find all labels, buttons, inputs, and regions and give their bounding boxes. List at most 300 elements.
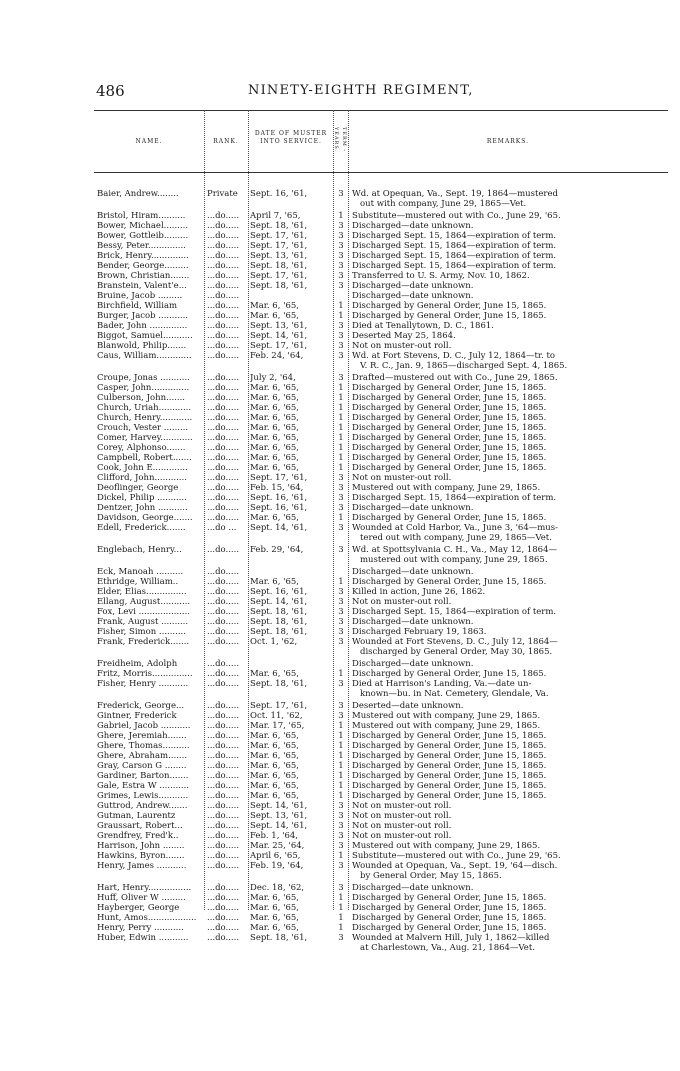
table-row — [94, 903, 668, 913]
muster-date: Mar. 6, '65, — [250, 453, 299, 463]
soldier-rank: ...do..... — [207, 841, 240, 851]
muster-date: Sept. 18, '61, — [250, 627, 308, 637]
term-years: 3 — [338, 637, 344, 647]
remarks-text: Discharged by General Order, June 15, 1865. — [352, 403, 547, 413]
soldier-rank: ...do..... — [207, 659, 240, 669]
muster-date: Mar. 6, '65, — [250, 403, 299, 413]
soldier-rank: ...do..... — [207, 627, 240, 637]
remarks-text: Discharged by General Order, June 15, 1865. — [352, 413, 547, 423]
soldier-name: Crouch, Vester ......... — [97, 423, 189, 433]
term-years: 3 — [338, 221, 344, 231]
soldier-name: Freidheim, Adolph — [97, 659, 178, 669]
soldier-name: Harrison, John ........ — [97, 841, 185, 851]
term-years: 1 — [338, 433, 344, 443]
soldier-name: Comer, Harvey............ — [97, 433, 193, 443]
muster-date: Sept. 13, '61, — [250, 251, 308, 261]
table-row — [94, 413, 668, 423]
muster-date: Mar. 6, '65, — [250, 463, 299, 473]
table-row — [94, 231, 668, 241]
soldier-name: Ghere, Jeremiah....... — [97, 731, 187, 741]
table-row — [94, 933, 668, 943]
table-row — [94, 271, 668, 281]
soldier-name: Fox, Levi ................... — [97, 607, 190, 617]
soldier-name: Fritz, Morris............... — [97, 669, 193, 679]
soldier-name: Gardiner, Barton....... — [97, 771, 189, 781]
remarks-text: Discharged—date unknown. — [352, 567, 474, 577]
remarks-text: Discharged by General Order, June 15, 1865. — [352, 383, 547, 393]
remarks-text: Discharged February 19, 1863. — [352, 627, 487, 637]
remarks-text: Wounded at Malvern Hill, July 1, 1862—killed — [352, 933, 550, 943]
soldier-name: Ghere, Thomas.......... — [97, 741, 190, 751]
table-row — [94, 291, 668, 301]
soldier-rank: Private — [207, 189, 238, 199]
term-years: 1 — [338, 721, 344, 731]
term-years: 1 — [338, 741, 344, 751]
table-row — [94, 587, 668, 597]
term-years: 3 — [338, 231, 344, 241]
term-years: 1 — [338, 893, 344, 903]
muster-date: Mar. 6, '65, — [250, 893, 299, 903]
soldier-rank: ...do..... — [207, 321, 240, 331]
soldier-name: Branstein, Valent'e... — [97, 281, 187, 291]
table-row — [94, 923, 668, 933]
remarks-text: Killed in action, June 26, 1862. — [352, 587, 486, 597]
soldier-rank: ...do..... — [207, 433, 240, 443]
soldier-name: Gray, Carson G ........ — [97, 761, 187, 771]
remarks-text: Discharged—date unknown. — [352, 883, 474, 893]
soldier-rank: ...do..... — [207, 503, 240, 513]
term-years: 3 — [338, 351, 344, 361]
table-row — [94, 189, 668, 199]
term-years: 1 — [338, 413, 344, 423]
soldier-rank: ...do..... — [207, 291, 240, 301]
table-row — [94, 627, 668, 637]
term-years: 1 — [338, 383, 344, 393]
soldier-rank: ...do..... — [207, 413, 240, 423]
term-years: 1 — [338, 443, 344, 453]
remarks-text: Discharged by General Order, June 15, 1865. — [352, 893, 547, 903]
soldier-rank: ...do..... — [207, 933, 240, 943]
table-row — [94, 493, 668, 503]
soldier-name: Eck, Manoah .......... — [97, 567, 184, 577]
soldier-rank: ...do..... — [207, 513, 240, 523]
term-years: 1 — [338, 453, 344, 463]
soldier-rank: ...do..... — [207, 861, 240, 871]
table-row — [94, 383, 668, 393]
muster-date: Mar. 6, '65, — [250, 751, 299, 761]
term-years: 3 — [338, 831, 344, 841]
remarks-text: Discharged Sept. 15, 1864—expiration of term. — [352, 607, 557, 617]
muster-date: Oct. 1, '62, — [250, 637, 298, 647]
soldier-name: Grimes, Lewis........... — [97, 791, 189, 801]
soldier-name: Bristol, Hiram.......... — [97, 211, 186, 221]
soldier-name: Blanwold, Philip....... — [97, 341, 187, 351]
remarks-text: Wounded at Opequan, Va., Sept. 19, '64—disch. — [352, 861, 558, 871]
muster-date: Sept. 14, '61, — [250, 331, 308, 341]
remarks-text: Discharged by General Order, June 15, 1865. — [352, 301, 547, 311]
remarks-text: Discharged by General Order, June 15, 1865. — [352, 791, 547, 801]
column-header-date: DATE OF MUSTER INTO SERVICE. — [254, 130, 328, 145]
remarks-text: Discharged by General Order, June 15, 1865. — [352, 433, 547, 443]
soldier-name: Bender, George......... — [97, 261, 189, 271]
term-years: 1 — [338, 669, 344, 679]
remarks-text: Discharged Sept. 15, 1864—expiration of term. — [352, 261, 557, 271]
term-years: 3 — [338, 373, 344, 383]
soldier-name: Ghere, Abraham....... — [97, 751, 188, 761]
remarks-text: Wounded at Cold Harbor, Va., June 3, '64—mus- — [352, 523, 558, 533]
remarks-text: Discharged by General Order, June 15, 1865. — [352, 393, 547, 403]
muster-date: April 6, '65, — [250, 851, 301, 861]
remarks-text: Discharged by General Order, June 15, 1865. — [352, 903, 547, 913]
table-row — [94, 637, 668, 647]
soldier-rank: ...do..... — [207, 577, 240, 587]
soldier-rank: ...do..... — [207, 493, 240, 503]
remarks-text: Discharged Sept. 15, 1864—expiration of term. — [352, 251, 557, 261]
table-row — [94, 251, 668, 261]
soldier-rank: ...do..... — [207, 383, 240, 393]
soldier-rank: ...do..... — [207, 567, 240, 577]
soldier-rank: ...do..... — [207, 821, 240, 831]
table-row — [94, 607, 668, 617]
soldier-name: Gale, Estra W ........... — [97, 781, 189, 791]
muster-date: Sept. 18, '61, — [250, 221, 308, 231]
soldier-name: Guttrod, Andrew....... — [97, 801, 188, 811]
soldier-rank: ...do..... — [207, 791, 240, 801]
table-row — [94, 211, 668, 221]
remarks-text: Discharged by General Order, June 15, 1865. — [352, 731, 547, 741]
soldier-name: Bader, John .............. — [97, 321, 188, 331]
term-years: 1 — [338, 851, 344, 861]
term-years: 3 — [338, 271, 344, 281]
term-years: 1 — [338, 577, 344, 587]
muster-date: Sept. 17, '61, — [250, 271, 308, 281]
soldier-name: Brown, Christian....... — [97, 271, 190, 281]
muster-date: Mar. 6, '65, — [250, 393, 299, 403]
soldier-name: Deoflinger, George — [97, 483, 179, 493]
soldier-rank: ...do..... — [207, 221, 240, 231]
table-row — [94, 721, 668, 731]
term-years: 1 — [338, 923, 344, 933]
column-header-rank: RANK. — [213, 138, 239, 145]
muster-date: Feb. 24, '64, — [250, 351, 304, 361]
term-years: 3 — [338, 841, 344, 851]
soldier-rank: ...do..... — [207, 731, 240, 741]
muster-date: Mar. 6, '65, — [250, 771, 299, 781]
remarks-text: Discharged by General Order, June 15, 1865. — [352, 577, 547, 587]
remarks-text: Discharged by General Order, June 15, 1865. — [352, 311, 547, 321]
remarks-text: Discharged by General Order, June 15, 1865. — [352, 513, 547, 523]
muster-date: Sept. 18, '61, — [250, 261, 308, 271]
term-years: 1 — [338, 731, 344, 741]
term-years: 3 — [338, 241, 344, 251]
soldier-rank: ...do..... — [207, 231, 240, 241]
soldier-name: Corey, Alphonso....... — [97, 443, 186, 453]
remarks-text: Discharged—date unknown. — [352, 221, 474, 231]
soldier-name: Baier, Andrew........ — [97, 189, 179, 199]
table-row — [94, 791, 668, 801]
table-row — [94, 261, 668, 271]
muster-date: Sept. 14, '61, — [250, 801, 308, 811]
term-years: 1 — [338, 903, 344, 913]
table-row — [94, 567, 668, 577]
soldier-rank: ...do..... — [207, 393, 240, 403]
muster-date: Mar. 6, '65, — [250, 791, 299, 801]
soldier-rank: ...do..... — [207, 669, 240, 679]
remarks-continuation: out with company, June 29, 1865—Vet. — [360, 199, 527, 209]
term-years: 3 — [338, 617, 344, 627]
remarks-continuation: discharged by General Order, May 30, 1865. — [360, 647, 553, 657]
soldier-name: Culberson, John....... — [97, 393, 185, 403]
muster-date: Sept. 14, '61, — [250, 523, 308, 533]
muster-date: Feb. 29, '64, — [250, 545, 304, 555]
muster-date: Sept. 16, '61, — [250, 493, 308, 503]
term-years: 1 — [338, 423, 344, 433]
soldier-rank: ...do..... — [207, 617, 240, 627]
running-head: NINETY-EIGHTH REGIMENT, — [248, 83, 474, 98]
soldier-rank: ...do..... — [207, 331, 240, 341]
table-row — [94, 841, 668, 851]
muster-date: Sept. 16, '61, — [250, 503, 308, 513]
muster-date: Sept. 17, '61, — [250, 241, 308, 251]
term-years: 1 — [338, 761, 344, 771]
remarks-text: Not on muster-out roll. — [352, 831, 452, 841]
soldier-rank: ...do..... — [207, 721, 240, 731]
table-row — [94, 301, 668, 311]
table-row — [94, 433, 668, 443]
remarks-text: Discharged Sept. 15, 1864—expiration of term. — [352, 231, 557, 241]
term-years: 3 — [338, 261, 344, 271]
soldier-rank: ...do..... — [207, 373, 240, 383]
remarks-text: Discharged—date unknown. — [352, 617, 474, 627]
remarks-text: Not on muster-out roll. — [352, 597, 452, 607]
remarks-text: Discharged by General Order, June 15, 1865. — [352, 741, 547, 751]
remarks-continuation: mustered out with company, June 29, 1865. — [360, 555, 548, 565]
soldier-name: Hunt, Amos.................. — [97, 913, 197, 923]
term-years: 1 — [338, 771, 344, 781]
soldier-rank: ...do..... — [207, 781, 240, 791]
muster-date: Sept. 13, '61, — [250, 321, 308, 331]
remarks-text: Discharged—date unknown. — [352, 291, 474, 301]
muster-date: Mar. 6, '65, — [250, 513, 299, 523]
soldier-name: Graussart, Robert... — [97, 821, 183, 831]
remarks-text: Discharged by General Order, June 15, 1865. — [352, 453, 547, 463]
table-row — [94, 883, 668, 893]
soldier-name: Hawkins, Byron....... — [97, 851, 185, 861]
soldier-name: Davidson, George....... — [97, 513, 193, 523]
soldier-name: Clifford, John............ — [97, 473, 187, 483]
table-row — [94, 453, 668, 463]
soldier-rank: ...do..... — [207, 251, 240, 261]
table-row — [94, 781, 668, 791]
soldier-name: Church, Uriah............ — [97, 403, 192, 413]
muster-date: Sept. 14, '61, — [250, 597, 308, 607]
muster-date: Dec. 18, '62, — [250, 883, 305, 893]
table-row — [94, 679, 668, 689]
soldier-name: Henry, Perry ........... — [97, 923, 184, 933]
column-header-name: NAME. — [135, 138, 163, 145]
remarks-text: Discharged—date unknown. — [352, 503, 474, 513]
term-years: 3 — [338, 679, 344, 689]
soldier-rank: ...do..... — [207, 351, 240, 361]
muster-date: Mar. 6, '65, — [250, 433, 299, 443]
soldier-rank: ...do..... — [207, 893, 240, 903]
soldier-name: Bower, Michael......... — [97, 221, 188, 231]
table-row — [94, 771, 668, 781]
term-years: 3 — [338, 493, 344, 503]
muster-date: Sept. 13, '61, — [250, 811, 308, 821]
table-row — [94, 503, 668, 513]
term-years: 1 — [338, 211, 344, 221]
term-years: 1 — [338, 301, 344, 311]
soldier-name: Frank, August .......... — [97, 617, 189, 627]
term-years: 1 — [338, 513, 344, 523]
term-years: 3 — [338, 545, 344, 555]
term-years: 3 — [338, 321, 344, 331]
soldier-rank: ...do..... — [207, 281, 240, 291]
soldier-rank: ...do..... — [207, 423, 240, 433]
soldier-name: Huff, Oliver W ......... — [97, 893, 186, 903]
soldier-rank: ...do..... — [207, 483, 240, 493]
remarks-text: Discharged by General Order, June 15, 1865. — [352, 781, 547, 791]
soldier-rank: ...do..... — [207, 751, 240, 761]
soldier-rank: ...do..... — [207, 211, 240, 221]
muster-date: Sept. 18, '61, — [250, 607, 308, 617]
soldier-rank: ...do..... — [207, 851, 240, 861]
page-number: 486 — [96, 82, 125, 100]
remarks-text: Transferred to U. S. Army, Nov. 10, 1862. — [352, 271, 530, 281]
term-years: 3 — [338, 503, 344, 513]
table-top-rule — [94, 110, 668, 111]
soldier-name: Bessy, Peter.............. — [97, 241, 186, 251]
remarks-text: Discharged—date unknown. — [352, 281, 474, 291]
soldier-name: Englebach, Henry... — [97, 545, 182, 555]
soldier-rank: ...do..... — [207, 271, 240, 281]
table-row — [94, 443, 668, 453]
soldier-rank: ...do..... — [207, 311, 240, 321]
muster-date: Feb. 15, '64, — [250, 483, 304, 493]
term-years: 3 — [338, 189, 344, 199]
soldier-rank: ...do..... — [207, 883, 240, 893]
term-years: 3 — [338, 861, 344, 871]
table-row — [94, 701, 668, 711]
term-years: 3 — [338, 331, 344, 341]
soldier-name: Dickel, Philip ........... — [97, 493, 187, 503]
soldier-name: Ellang, August........... — [97, 597, 191, 607]
soldier-rank: ...do..... — [207, 607, 240, 617]
remarks-text: Discharged by General Order, June 15, 1865. — [352, 751, 547, 761]
soldier-name: Fisher, Henry ........... — [97, 679, 189, 689]
table-row — [94, 893, 668, 903]
soldier-name: Frederick, George... — [97, 701, 185, 711]
soldier-rank: ...do..... — [207, 463, 240, 473]
remarks-text: Discharged by General Order, June 15, 1865. — [352, 669, 547, 679]
soldier-name: Gabriel, Jacob ........... — [97, 721, 191, 731]
term-years: 1 — [338, 311, 344, 321]
term-years: 1 — [338, 791, 344, 801]
table-row — [94, 669, 668, 679]
term-years: 3 — [338, 701, 344, 711]
muster-date: Mar. 6, '65, — [250, 903, 299, 913]
remarks-text: Not on muster-out roll. — [352, 821, 452, 831]
table-row — [94, 577, 668, 587]
muster-date: Sept. 18, '61, — [250, 933, 308, 943]
soldier-rank: ...do..... — [207, 761, 240, 771]
soldier-rank: ...do..... — [207, 443, 240, 453]
table-row — [94, 321, 668, 331]
term-years: 1 — [338, 751, 344, 761]
table-row — [94, 311, 668, 321]
soldier-name: Brick, Henry.............. — [97, 251, 189, 261]
soldier-rank: ...do ... — [207, 523, 237, 533]
soldier-name: Ethridge, William.. — [97, 577, 179, 587]
soldier-rank: ...do..... — [207, 403, 240, 413]
soldier-name: Burger, Jacob ........... — [97, 311, 189, 321]
table-row — [94, 831, 668, 841]
remarks-text: Wd. at Spottsylvania C. H., Va., May 12, 1864— — [352, 545, 557, 555]
muster-date: Sept. 16, '61, — [250, 587, 308, 597]
remarks-text: Discharged by General Order, June 15, 1865. — [352, 923, 547, 933]
soldier-rank: ...do..... — [207, 587, 240, 597]
table-row — [94, 331, 668, 341]
remarks-continuation: known—bu. in Nat. Cemetery, Glendale, Va. — [360, 689, 549, 699]
muster-date: Sept. 17, '61, — [250, 231, 308, 241]
remarks-text: Not on muster-out roll. — [352, 811, 452, 821]
table-row — [94, 281, 668, 291]
term-years: 3 — [338, 341, 344, 351]
soldier-rank: ...do..... — [207, 637, 240, 647]
term-years: 3 — [338, 523, 344, 533]
soldier-rank: ...do..... — [207, 771, 240, 781]
remarks-text: Discharged by General Order, June 15, 1865. — [352, 423, 547, 433]
term-years: 3 — [338, 811, 344, 821]
soldier-name: Elder, Elias............... — [97, 587, 187, 597]
muster-date: Oct. 11, '62, — [250, 711, 303, 721]
remarks-text: Discharged by General Order, June 15, 1865. — [352, 761, 547, 771]
remarks-text: Not on muster-out roll. — [352, 341, 452, 351]
soldier-name: Edell, Frederick....... — [97, 523, 186, 533]
remarks-text: Died at Tenallytown, D. C., 1861. — [352, 321, 494, 331]
table-row — [94, 463, 668, 473]
soldier-rank: ...do..... — [207, 679, 240, 689]
table-row — [94, 545, 668, 555]
muster-date: Mar. 6, '65, — [250, 301, 299, 311]
muster-date: Mar. 17, '65, — [250, 721, 305, 731]
table-row — [94, 731, 668, 741]
table-row — [94, 821, 668, 831]
page-header — [96, 82, 666, 102]
table-row — [94, 811, 668, 821]
remarks-continuation: at Charlestown, Va., Aug. 21, 1864—Vet. — [360, 943, 535, 953]
remarks-text: Discharged Sept. 15, 1864—expiration of term. — [352, 241, 557, 251]
soldier-name: Caus, William............. — [97, 351, 192, 361]
term-years: 1 — [338, 393, 344, 403]
soldier-name: Cook, John E............. — [97, 463, 188, 473]
remarks-text: Drafted—mustered out with Co., June 29, 1865. — [352, 373, 558, 383]
roster-table — [94, 110, 668, 1015]
term-years: 3 — [338, 607, 344, 617]
soldier-name: Campbell, Robert....... — [97, 453, 192, 463]
muster-date: Mar. 6, '65, — [250, 923, 299, 933]
muster-date: Mar. 6, '65, — [250, 423, 299, 433]
column-header-term: TERM - YEARS. — [333, 127, 347, 153]
soldier-rank: ...do..... — [207, 261, 240, 271]
remarks-text: Discharged by General Order, June 15, 1865. — [352, 913, 547, 923]
table-row — [94, 351, 668, 361]
table-row — [94, 393, 668, 403]
table-row — [94, 483, 668, 493]
soldier-name: Gintner, Frederick — [97, 711, 177, 721]
muster-date: Sept. 18, '61, — [250, 679, 308, 689]
